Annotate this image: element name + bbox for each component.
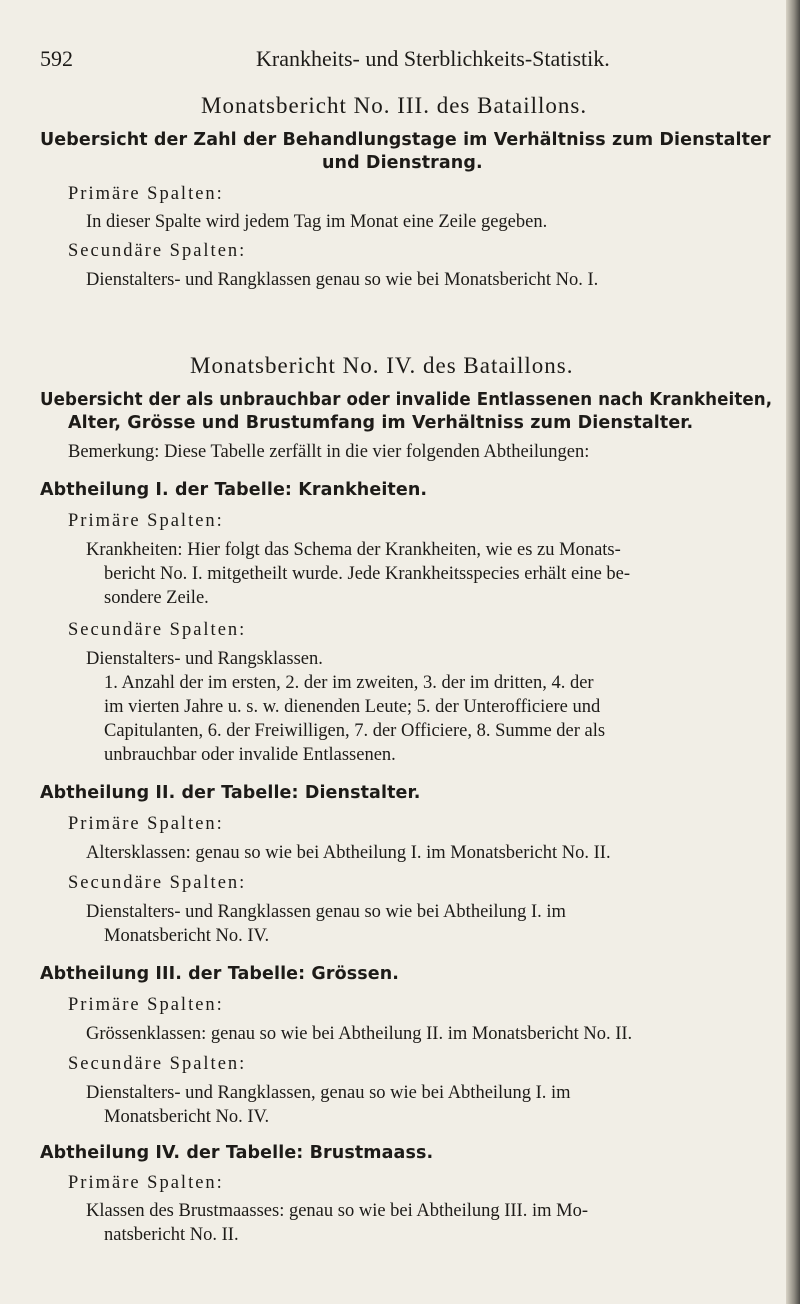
abtheilung-i-secundaere-line: 1. Anzahl der im ersten, 2. der im zweiten, 3. der im dritten, 4. der bbox=[104, 673, 594, 693]
abtheilung-iii-secundaere-line: Monatsbericht No. IV. bbox=[104, 1107, 270, 1127]
bemerkung: Bemerkung: Diese Tabelle zerfällt in die vier folgenden Abtheilungen: bbox=[68, 442, 590, 462]
section-title-iii: Monatsbericht No. III. des Bataillons. bbox=[201, 93, 588, 118]
abtheilung-ii-primaere-label: Primäre Spalten: bbox=[68, 814, 224, 834]
abtheilung-iii-primaere-line: Grössenklassen: genau so wie bei Abtheilung II. im Monatsbericht No. II. bbox=[86, 1024, 633, 1044]
abtheilung-iv-primaere-label: Primäre Spalten: bbox=[68, 1173, 224, 1193]
abtheilung-i-primaere-label: Primäre Spalten: bbox=[68, 511, 224, 531]
secundaere-label-iii: Secundäre Spalten: bbox=[68, 241, 247, 261]
abtheilung-ii-heading: Abtheilung II. der Tabelle: Dienstalter. bbox=[40, 783, 421, 803]
primaere-label-iii: Primäre Spalten: bbox=[68, 184, 224, 204]
abtheilung-i-secundaere-line: Dienstalters- und Rangsklassen. bbox=[86, 649, 323, 669]
abtheilung-iii-secundaere-label: Secundäre Spalten: bbox=[68, 1054, 247, 1074]
abtheilung-i-primaere-line: Krankheiten: Hier folgt das Schema der Krankheiten, wie es zu Monats- bbox=[86, 540, 621, 560]
abtheilung-iv-primaere-line: natsbericht No. II. bbox=[104, 1225, 239, 1245]
abtheilung-i-secundaere-label: Secundäre Spalten: bbox=[68, 620, 247, 640]
page-number: 592 bbox=[40, 46, 73, 71]
page-edge-shadow bbox=[786, 0, 800, 1304]
abtheilung-iii-secundaere-line: Dienstalters- und Rangklassen, genau so wie bei Abtheilung I. im bbox=[86, 1083, 571, 1103]
abtheilung-ii-secundaere-label: Secundäre Spalten: bbox=[68, 873, 247, 893]
abtheilung-iii-heading: Abtheilung III. der Tabelle: Grössen. bbox=[40, 964, 400, 984]
section-subtitle-iv-line2: Alter, Grösse und Brustumfang im Verhältniss zum Dienstalter. bbox=[68, 413, 694, 433]
abtheilung-i-secundaere-line: unbrauchbar oder invalide Entlassenen. bbox=[104, 745, 396, 765]
abtheilung-ii-secundaere-line: Monatsbericht No. IV. bbox=[104, 926, 270, 946]
abtheilung-ii-secundaere-line: Dienstalters- und Rangklassen genau so wie bei Abtheilung I. im bbox=[86, 902, 566, 922]
abtheilung-iv-primaere-line: Klassen des Brustmaasses: genau so wie bei Abtheilung III. im Mo- bbox=[86, 1201, 588, 1221]
abtheilung-iii-primaere-label: Primäre Spalten: bbox=[68, 995, 224, 1015]
abtheilung-i-primaere-line: bericht No. I. mitgetheilt wurde. Jede Krankheitsspecies erhält eine be- bbox=[104, 564, 631, 584]
section-subtitle-iii-line1: Uebersicht der Zahl der Behandlungstage im Verhältniss zum Dienstalter bbox=[40, 130, 771, 150]
section-subtitle-iv-line1: Uebersicht der als unbrauchbar oder invalide Entlassenen nach Krankheiten, bbox=[40, 390, 773, 410]
abtheilung-ii-primaere-line: Altersklassen: genau so wie bei Abtheilung I. im Monatsbericht No. II. bbox=[86, 843, 611, 863]
abtheilung-i-primaere-line: sondere Zeile. bbox=[104, 588, 209, 608]
abtheilung-i-secundaere-line: Capitulanten, 6. der Freiwilligen, 7. der Officiere, 8. Summe der als bbox=[104, 721, 606, 741]
abtheilung-i-secundaere-line: im vierten Jahre u. s. w. dienenden Leute; 5. der Unterofficiere und bbox=[104, 697, 601, 717]
primaere-text-iii: In dieser Spalte wird jedem Tag im Monat eine Zeile gegeben. bbox=[86, 212, 548, 232]
abtheilung-i-heading: Abtheilung I. der Tabelle: Krankheiten. bbox=[40, 480, 428, 500]
running-head: Krankheits- und Sterblichkeits-Statistik. bbox=[256, 46, 610, 71]
section-subtitle-iii-line2: und Dienstrang. bbox=[322, 153, 483, 173]
abtheilung-iv-heading: Abtheilung IV. der Tabelle: Brustmaass. bbox=[40, 1143, 434, 1163]
section-title-iv: Monatsbericht No. IV. des Bataillons. bbox=[190, 353, 574, 378]
secundaere-text-iii: Dienstalters- und Rangklassen genau so wie bei Monatsbericht No. I. bbox=[86, 270, 599, 290]
